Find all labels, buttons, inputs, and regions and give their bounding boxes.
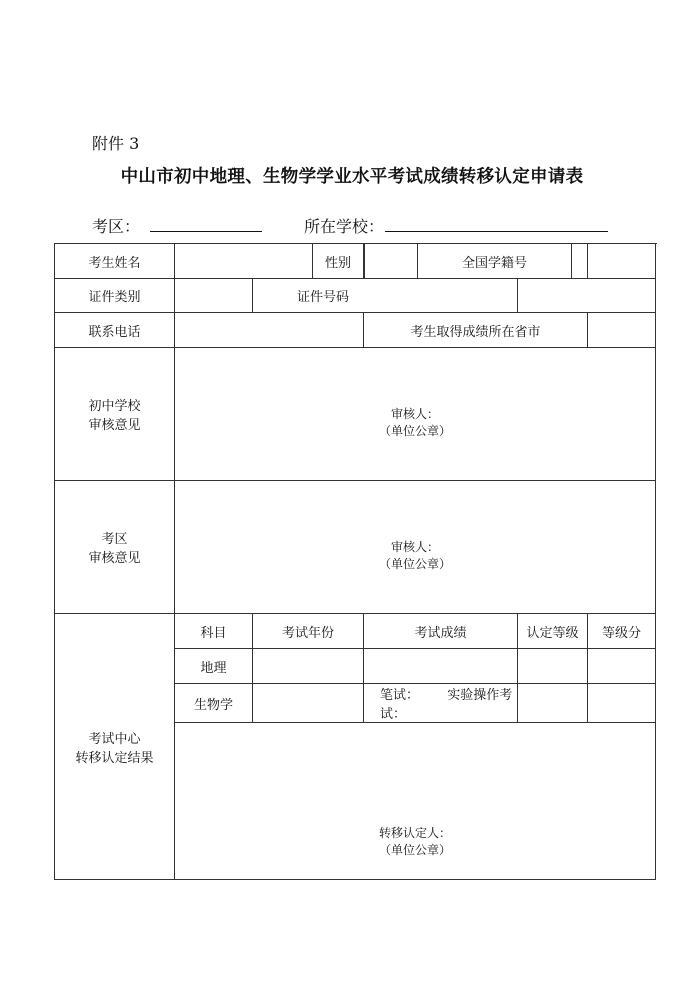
district-field-line[interactable] <box>150 231 262 232</box>
result-label-line2: 转移认定结果 <box>75 750 154 766</box>
name-label: 考生姓名 <box>55 244 175 279</box>
transfer-person-label: 转移认定人： <box>378 826 451 840</box>
province-label: 考生取得成绩所在省市 <box>364 313 588 348</box>
district-review-label-line2: 审核意见 <box>88 551 141 566</box>
biology-grade-score-field[interactable] <box>588 684 656 723</box>
district-review-field[interactable] <box>175 481 656 614</box>
header-grade: 认定等级 <box>518 614 588 649</box>
school-seal-label: （单位公章） <box>378 424 451 438</box>
header-grade-score: 等级分 <box>588 614 656 649</box>
form-title: 中山市初中地理、生物学学业水平考试成绩转移认定申请表 <box>120 167 584 187</box>
national-id-label: 全国学籍号 <box>418 244 572 278</box>
row-contact <box>55 313 656 348</box>
geography-grade-score-field[interactable] <box>588 649 656 684</box>
cert-no-field[interactable] <box>518 279 656 313</box>
school-review-label-line2: 审核意见 <box>88 418 141 433</box>
subject-biology: 生物学 <box>175 684 253 723</box>
school-label: 所在学校： <box>304 217 385 236</box>
phone-field[interactable] <box>175 313 364 348</box>
school-field-line[interactable] <box>385 231 608 232</box>
district-review-label-line1: 考区 <box>101 532 128 547</box>
lab-label: 实验操作考试： <box>380 688 513 722</box>
school-review-label <box>55 348 175 481</box>
row-district-review <box>55 481 656 614</box>
name-field[interactable] <box>175 244 313 279</box>
transfer-seal-label: （单位公章） <box>378 843 451 857</box>
district-reviewer-label: 审核人： <box>390 540 439 554</box>
header-exam-year: 考试年份 <box>253 614 364 649</box>
district-seal-label: （单位公章） <box>378 557 451 571</box>
district-label: 考区： <box>92 217 141 236</box>
transfer-sign-field[interactable] <box>175 723 656 880</box>
row-certificate <box>55 279 656 313</box>
school-reviewer-label: 审核人： <box>390 407 439 421</box>
biology-grade-field[interactable] <box>518 684 588 723</box>
school-review-field[interactable] <box>175 348 656 481</box>
national-id-field[interactable] <box>588 244 656 279</box>
result-label-line1: 考试中心 <box>88 731 141 747</box>
written-label: 笔试： <box>380 688 420 703</box>
application-form-table <box>54 243 656 880</box>
gender-and-id-cell <box>364 244 588 279</box>
gender-label: 性别 <box>313 244 364 279</box>
header-subject: 科目 <box>175 614 253 649</box>
phone-label: 联系电话 <box>55 313 175 348</box>
geography-year-field[interactable] <box>253 649 364 684</box>
geography-score-field[interactable] <box>364 649 518 684</box>
row-basic-info <box>55 244 656 279</box>
cert-type-label: 证件类别 <box>55 279 175 313</box>
biology-score-field[interactable] <box>364 684 518 723</box>
result-label <box>55 614 175 880</box>
cert-no-label: 证件号码 <box>253 279 518 313</box>
header-exam-score: 考试成绩 <box>364 614 518 649</box>
cert-type-field[interactable] <box>175 279 253 313</box>
school-review-label-line1: 初中学校 <box>88 399 141 414</box>
gender-field[interactable] <box>364 244 418 278</box>
geography-grade-field[interactable] <box>518 649 588 684</box>
row-school-review <box>55 348 656 481</box>
subject-geography: 地理 <box>175 649 253 684</box>
biology-year-field[interactable] <box>253 684 364 723</box>
attachment-label: 附件 3 <box>92 134 140 153</box>
province-field[interactable] <box>588 313 656 348</box>
row-result-header <box>55 614 656 649</box>
district-review-label <box>55 481 175 614</box>
